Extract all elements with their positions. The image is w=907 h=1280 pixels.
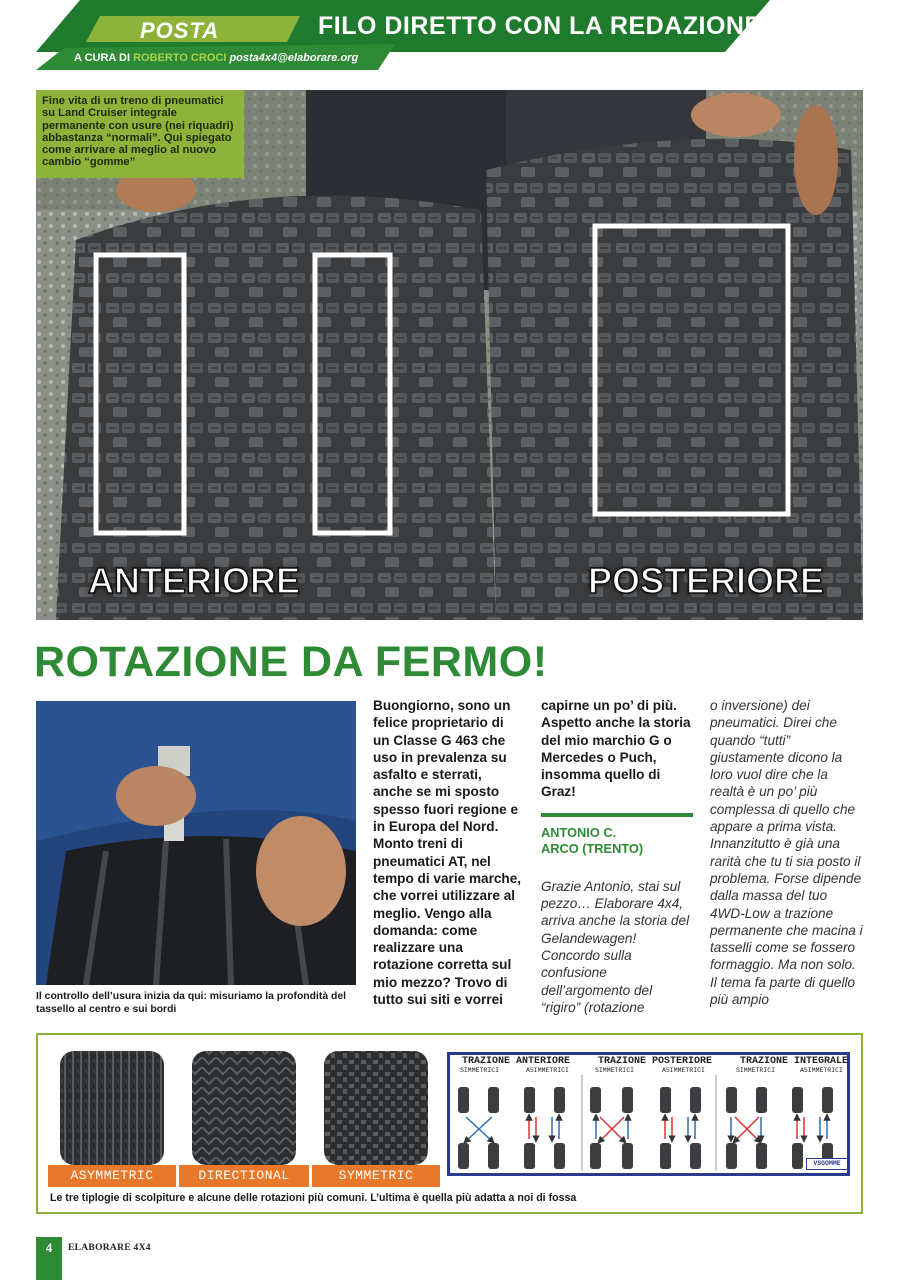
header-band	[0, 0, 907, 72]
section-label: POSTA	[140, 18, 220, 43]
byline-email[interactable]: posta4x4@elaborare.org	[229, 52, 359, 64]
hero-caption: Fine vita di un treno di pneumatici su Land Cruiser integrale permanente con usure (nei riquadri) abbastanza “normali”. Qui spiegato come arrivare al meglio al nuovo cambio “gomme”	[36, 90, 244, 178]
tread-label-symmetric: SYMMETRIC	[312, 1165, 440, 1187]
rotation-sub-front-asym: ASIMMETRICI	[526, 1067, 569, 1074]
rotation-sub-rear-sym: SIMMETRICI	[595, 1067, 635, 1074]
tread-label-asymmetric: ASYMMETRIC	[48, 1165, 176, 1187]
reader-place: ARCO (TRENTO)	[541, 841, 644, 857]
byline-author: ROBERTO CROCI	[133, 52, 227, 64]
tread-gauge-photo	[36, 701, 356, 985]
tread-types-illustration	[48, 1047, 440, 1165]
photo-caption: Il controllo dell’usura inizia da qui: misuriamo la profondità del tassello al centro e sui bordi	[36, 991, 347, 1015]
label-rear: POSTERIORE	[588, 560, 825, 601]
byline	[74, 52, 358, 64]
article-headline: ROTAZIONE DA FERMO!	[34, 638, 548, 686]
label-front: ANTERIORE	[88, 560, 301, 601]
rotation-sub-4wd-asym: ASIMMETRICI	[800, 1067, 843, 1074]
reader-name: ANTONIO C.	[541, 824, 617, 840]
magazine-name: ELABORARE 4X4	[68, 1243, 151, 1253]
answer-start: Grazie Antonio, stai sul pezzo… Elaborare 4x4, arriva anche la storia del Gelandewagen! Concordo sulla confusione dell’argomento del “rigiro” (rotazione	[541, 878, 690, 1015]
vsgomme-logo: VSGOMME	[806, 1158, 848, 1170]
rotation-title-front: TRAZIONE ANTERIORE	[462, 1056, 571, 1067]
hero-photo	[36, 90, 863, 620]
answer-column: o inversione) dei pneumatici. Direi che quando “tutti” giustamente dicono la loro vuol dire che la realtà è un po’ più complessa di quello che appare a prima vista. Innanzitutto è già una rarità che tu ti sia posto il problema. Forse dipende dalla massa del tuo 4WD-Low a trazione permanente che macina i tasselli come se fossero formaggio. Ma non solo. Il tema fa parte di quello più ampio	[710, 698, 863, 1008]
rotation-schemes	[450, 1055, 847, 1173]
infobox-caption: Le tre tiplogie di scolpiture e alcune delle rotazioni più comuni. L’ultima è quella più adatta a noi di fossa	[50, 1192, 577, 1204]
tread-gauge-illustration	[36, 701, 356, 985]
rotation-sub-front-sym: SIMMETRICI	[460, 1067, 500, 1074]
tread-label-directional: DIRECTIONAL	[179, 1165, 309, 1187]
tread-types	[48, 1047, 438, 1183]
section-title: FILO DIRETTO CON LA REDAZIONE	[318, 12, 762, 40]
byline-prefix: A CURA DI	[74, 52, 131, 64]
page-number: 4	[45, 1240, 53, 1255]
question-column-1: Buongiorno, sono un felice proprietario di un Classe G 463 che uso in prevalenza su asfalto e sterrati, anche se mi sposto spesso fuori regione e in Europa del Nord. Monto treni di pneumatici AT, nel tempo di varie marche, che vorrei utilizzare al meglio. Vengo alla domanda: come realizzare una rotazione corretta sul mio mezzo? Trovo di tutto sui siti e vorrei	[373, 698, 522, 1008]
rotation-diagram	[447, 1052, 850, 1176]
question-continued: capirne un po’ di più. Aspetto anche la storia del mio marchio G o Mercedes o Puch, insomma quello di Graz!	[541, 698, 691, 800]
divider	[541, 813, 693, 817]
question-column-2	[541, 697, 693, 1016]
rotation-title-4wd: TRAZIONE INTEGRALE	[740, 1056, 849, 1067]
rotation-sub-4wd-sym: SIMMETRICI	[736, 1067, 776, 1074]
tread-infobox	[36, 1033, 863, 1214]
rotation-title-rear: TRAZIONE POSTERIORE	[598, 1056, 713, 1067]
rotation-sub-rear-asym: ASIMMETRICI	[662, 1067, 705, 1074]
